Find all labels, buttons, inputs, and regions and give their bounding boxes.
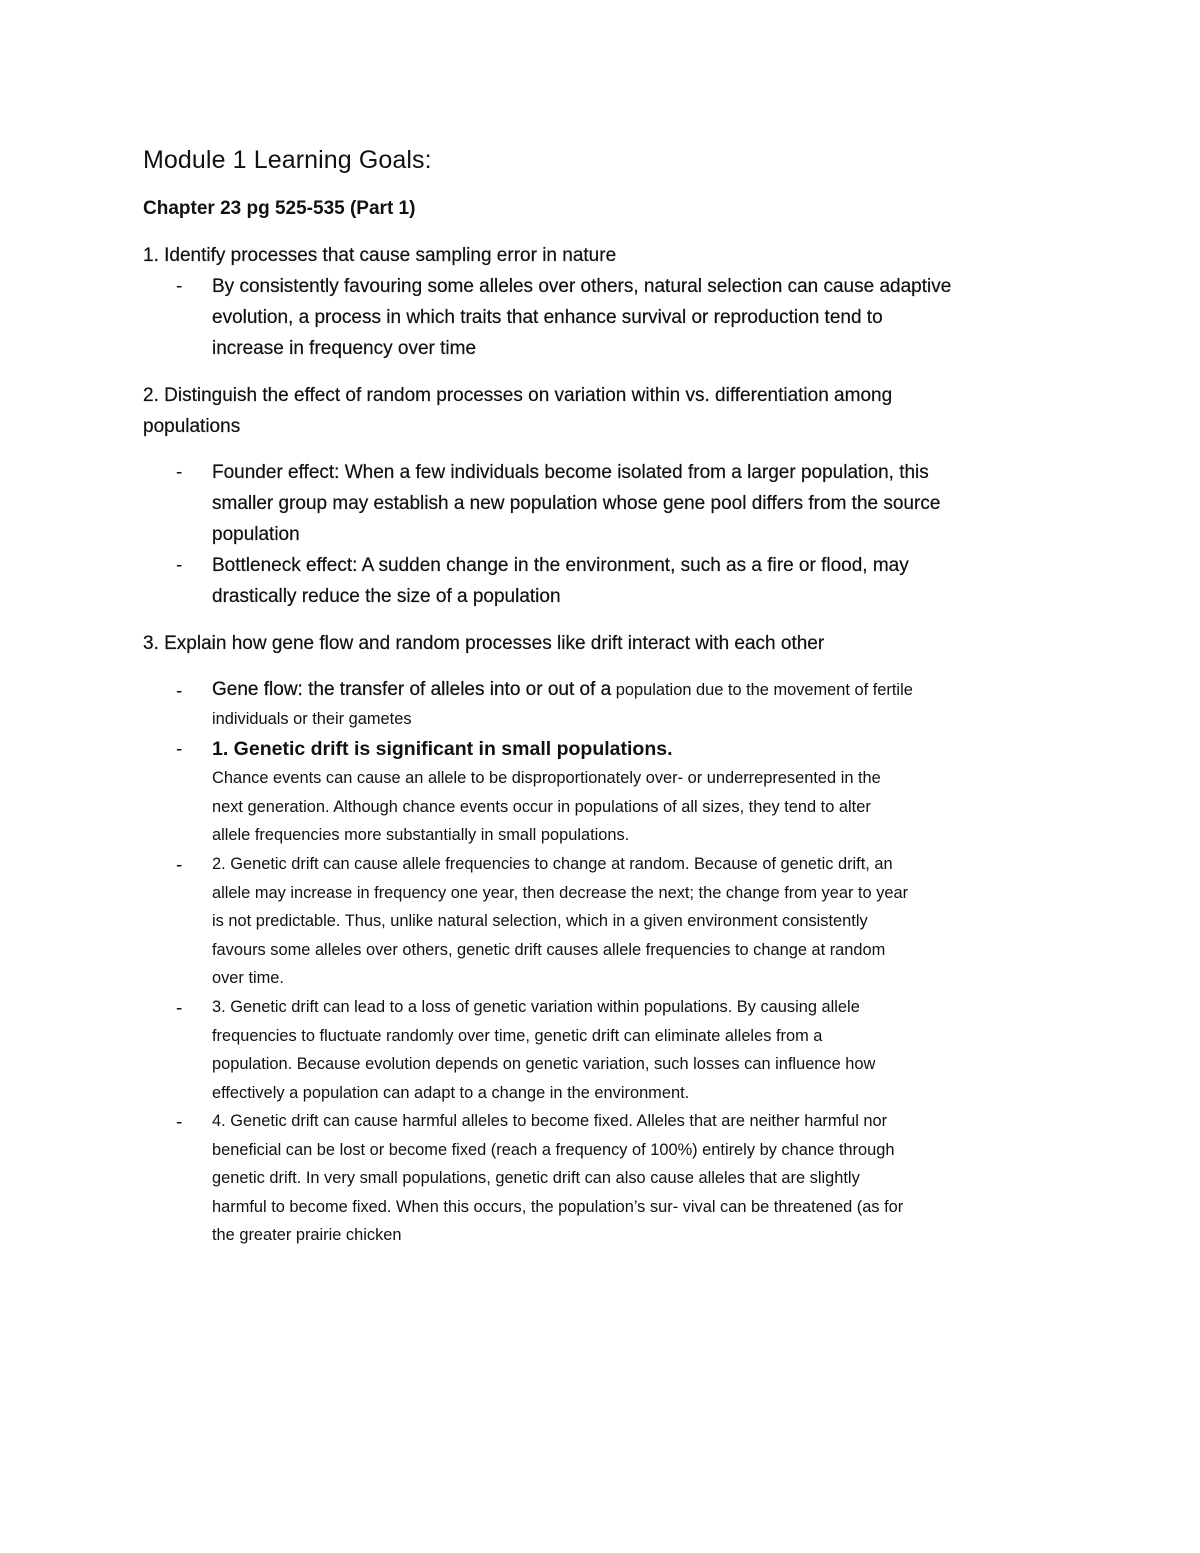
text-line: effectively a population can adapt to a change in the environment. <box>212 1083 690 1102</box>
list-item <box>212 550 1072 612</box>
text-line: favours some alleles over others, genetic drift causes allele frequencies to change at random <box>212 940 886 959</box>
question-2-heading-cont: populations <box>143 416 241 437</box>
bullet-dash: - <box>176 739 183 760</box>
question-3-heading: 3. Explain how gene flow and random processes like drift interact with each other <box>143 633 825 654</box>
text-line: Founder effect: When a few individuals become isolated from a larger population, this <box>212 462 929 483</box>
text-line: the greater prairie chicken <box>212 1226 402 1245</box>
bullet-dash: - <box>176 1112 183 1133</box>
question-2-heading: 2. Distinguish the effect of random processes on variation within vs. differentiation among <box>143 385 893 406</box>
drift-1-heading: 1. Genetic drift is significant in small populations. <box>212 738 673 760</box>
text-line: population. Because evolution depends on genetic variation, such losses can influence how <box>212 1055 876 1074</box>
text-line: allele may increase in frequency one year, then decrease the next; the change from year to year <box>212 883 909 902</box>
text-line: individuals or their gametes <box>212 709 412 728</box>
bullet-dash: - <box>176 681 183 702</box>
gene-flow-rest: population due to the movement of fertile <box>611 681 913 699</box>
bullet-dash: - <box>176 998 183 1019</box>
list-item <box>212 271 1072 364</box>
text-line: 3. Genetic drift can lead to a loss of genetic variation within populations. By causing allele <box>212 998 860 1016</box>
bullet-dash: - <box>176 276 183 297</box>
text-line: evolution, a process in which traits that enhance survival or reproduction tend to <box>212 307 883 328</box>
bullet-dash: - <box>176 462 183 483</box>
list-item <box>212 1107 1072 1250</box>
text-line: genetic drift. In very small populations, genetic drift can also cause alleles that are slightly <box>212 1169 860 1188</box>
text-line: population <box>212 524 300 545</box>
text-line: drastically reduce the size of a population <box>212 586 561 607</box>
text-line: smaller group may establish a new population whose gene pool differs from the source <box>212 493 941 514</box>
text-line: allele frequencies more substantially in small populations. <box>212 826 630 845</box>
text-line: Bottleneck effect: A sudden change in the environment, such as a fire or flood, may <box>212 555 909 576</box>
text-line <box>212 676 1072 705</box>
list-item <box>212 993 1072 1107</box>
question-1-heading: 1. Identify processes that cause sampling error in nature <box>143 245 617 266</box>
list-item <box>212 457 1072 550</box>
text-line: 4. Genetic drift can cause harmful alleles to become fixed. Alleles that are neither harmful nor <box>212 1112 888 1130</box>
text-line: over time. <box>212 969 284 988</box>
text-line: is not predictable. Thus, unlike natural selection, which in a given environment consistently <box>212 912 868 931</box>
text-line: beneficial can be lost or become fixed (reach a frequency of 100%) entirely by chance through <box>212 1140 895 1159</box>
text-line: frequencies to fluctuate randomly over time, genetic drift can eliminate alleles from a <box>212 1026 823 1045</box>
list-item <box>212 734 1072 850</box>
text-line: increase in frequency over time <box>212 338 477 359</box>
text-line: 2. Genetic drift can cause allele frequencies to change at random. Because of genetic drift, an <box>212 855 893 873</box>
chapter-heading: Chapter 23 pg 525-535 (Part 1) <box>143 198 416 219</box>
bullet-dash: - <box>176 855 183 876</box>
text-line: next generation. Although chance events occur in populations of all sizes, they tend to alter <box>212 797 871 816</box>
list-item <box>212 676 1072 733</box>
page-title: Module 1 Learning Goals: <box>143 146 432 174</box>
text-line: harmful to become fixed. When this occurs, the population’s sur- vival can be threatened (as for <box>212 1197 904 1216</box>
bullet-dash: - <box>176 555 183 576</box>
text-line: Chance events can cause an allele to be disproportionately over- or underrepresented in the <box>212 769 881 787</box>
gene-flow-lead: Gene flow: the transfer of alleles into or out of a <box>212 679 612 700</box>
text-line: By consistently favouring some alleles over others, natural selection can cause adaptive <box>212 276 952 297</box>
list-item <box>212 850 1072 993</box>
